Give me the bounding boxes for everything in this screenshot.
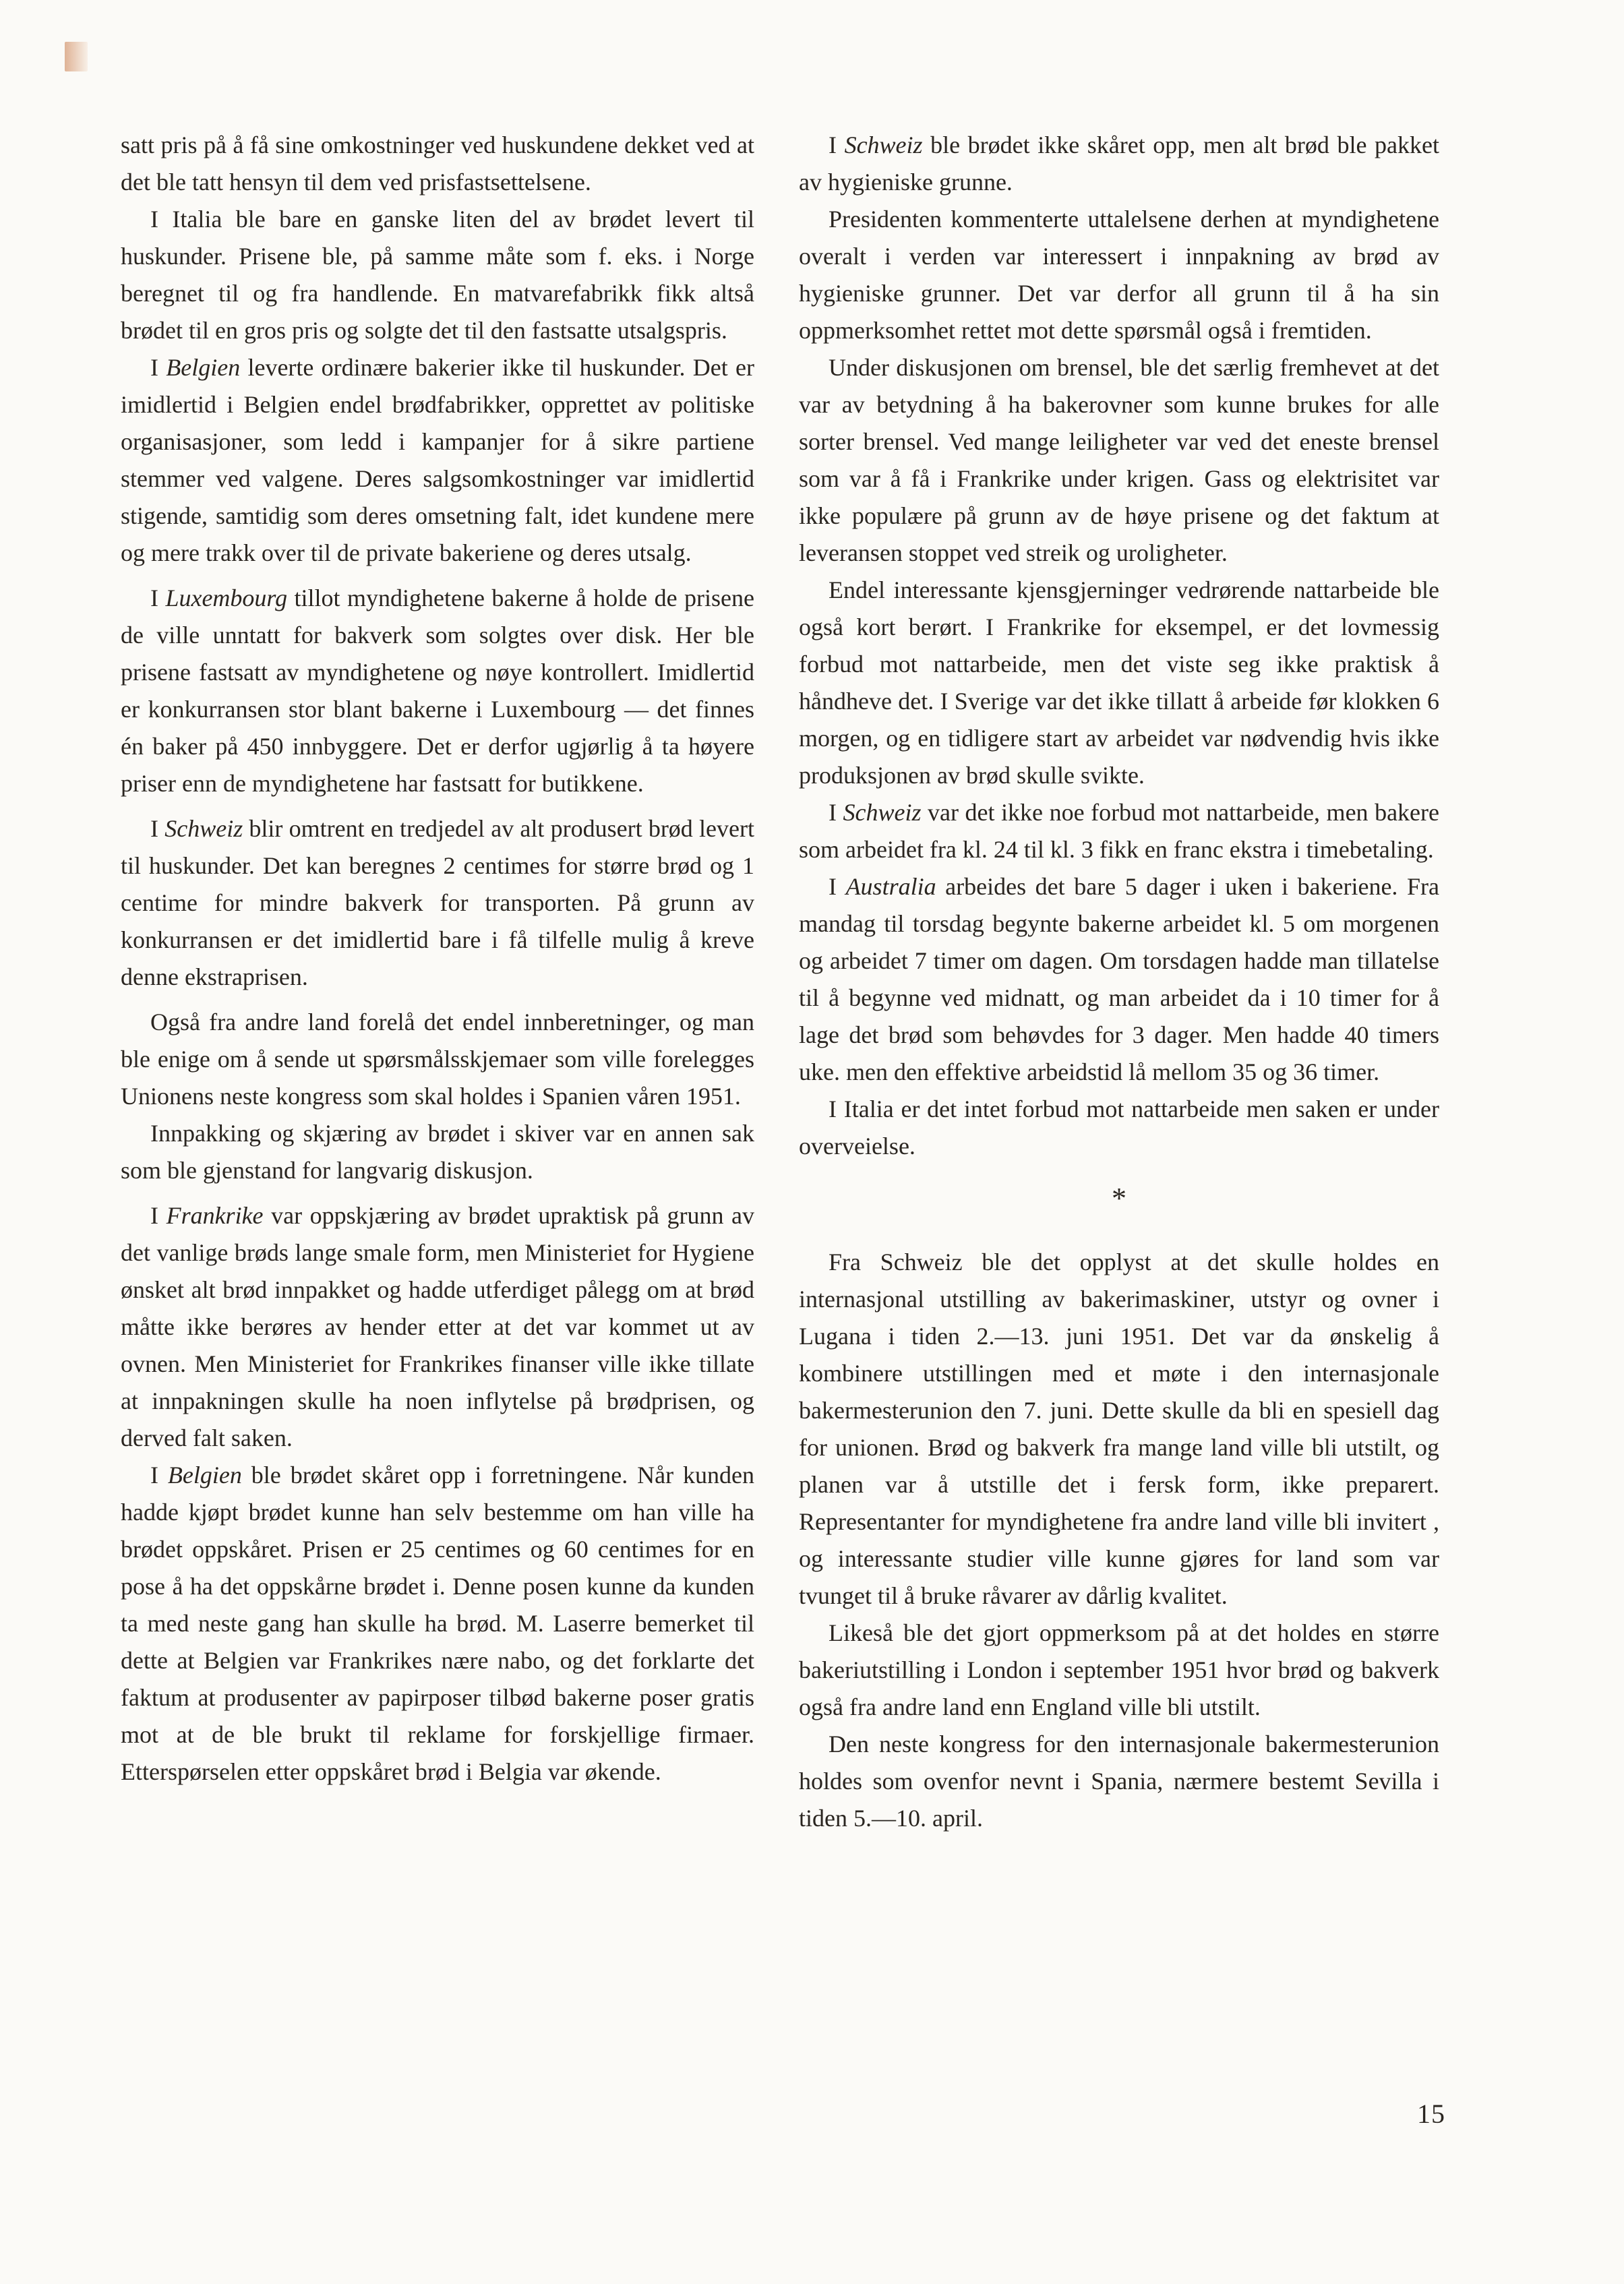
paragraph <box>121 349 754 572</box>
prefix: I <box>829 873 846 900</box>
paragraph-text: blir omtrent en tredjedel av alt produsert brød levert til huskunder. Det kan beregnes 2 centimes for større brød og 1 centime for mindre bakverk for transporten. På grunn av konkurransen er det imidlertid bare i få tilfelle mulig å kreve denne ekstraprisen. <box>121 815 754 990</box>
country-name: Schweiz <box>164 815 243 842</box>
prefix: I <box>150 1462 168 1489</box>
paragraph: I Italia er det intet forbud mot nattarbeide men saken er under overveielse. <box>799 1095 1439 1160</box>
paragraph: Fra Schweiz ble det opplyst at det skulle holdes en internasjonal utstilling av bakerimaskiner, utstyr og ovner i Lugana i tiden 2.—13. juni 1951. Det var da ønskelig å kombinere utstillingen med et møte i den internasjonale bakermesterunion den 7. juni. Dette skulle da bli en spesiell dag for unionen. Brød og bakverk fra mange land ville bli utstilt, og planen var å utstille det i fersk form, ikke preparert. Representanter for myndighetene fra andre land ville bli invitert , og interessante studier ville kunne gjøres for land som var tvunget til å bruke råvarer av dårlig kvalitet. <box>799 1249 1439 1609</box>
paragraph: Innpakking og skjæring av brødet i skiver var en annen sak som ble gjenstand for langvarig diskusjon. <box>121 1120 754 1184</box>
country-name: Schweiz <box>844 131 923 158</box>
corner-color-mark <box>65 42 88 71</box>
paragraph-text: var det ikke noe forbud mot nattarbeide, men bakere som arbeidet fra kl. 24 til kl. 3 fikk en franc ekstra i timebetaling. <box>799 799 1439 863</box>
prefix: I <box>150 354 167 381</box>
paragraph <box>121 810 754 996</box>
paragraph: Presidenten kommenterte uttalelsene derhen at myndighetene overalt i verden var interessert i innpakning av brød av hygieniske grunner. Det var derfor all grunn til å ha sin oppmerksomhet rettet mot dette spørsmål også i fremtiden. <box>799 206 1439 344</box>
paragraph-text: leverte ordinære bakerier ikke til huskunder. Det er imidlertid i Belgien endel brødfabrikker, opprettet av politiske organisasjoner, som ledd i kampanjer for å sikre partiene stemmer ved valgene. Deres salgsomkostninger var imidlertid stigende, samtidig som deres omsetning falt, idet kundene mere og mere trakk over til de private bakeriene og deres utsalg. <box>121 354 754 566</box>
prefix: I <box>150 815 165 842</box>
paragraph: satt pris på å få sine omkostninger ved huskundene dekket ved at det ble tatt hensyn til dem ved prisfastsettelsene. <box>121 131 754 196</box>
paragraph: Også fra andre land forelå det endel innberetninger, og man ble enige om å sende ut spørsmålsskjemaer som ville forelegges Unionens neste kongress som skal holdes i Spanien våren 1951. <box>121 1009 754 1110</box>
paragraph: Den neste kongress for den internasjonale bakermesterunion holdes som ovenfor nevnt i Spania, nærmere bestemt Sevilla i tiden 5.—10. april. <box>799 1731 1439 1832</box>
prefix: I <box>829 799 843 826</box>
prefix: I <box>150 1202 167 1229</box>
paragraph: Under diskusjonen om brensel, ble det særlig fremhevet at det var av betydning å ha bakerovner som kunne brukes for alle sorter brensel. Ved mange leiligheter var ved det eneste brensel som var å få i Frankrike under krigen. Gass og elektrisitet var ikke populære på grunn av de høye prisene og det faktum at leveransen stoppet ved streik og uroligheter. <box>799 354 1439 566</box>
country-name: Schweiz <box>843 799 922 826</box>
paragraph-text: var oppskjæring av brødet upraktisk på grunn av det vanlige brøds lange smale form, men Ministeriet for Hygiene ønsket alt brød innpakket og hadde utferdiget pålegg om at brød måtte ikke berøres av hender etter at det var kommet ut av ovnen. Men Ministeriet for Frankrikes finanser ville ikke tillate at innpakningen skulle ha noen inflytelse på brødprisen, og derved falt saken. <box>121 1202 754 1451</box>
page-number: 15 <box>1417 2099 1445 2129</box>
country-name: Luxembourg <box>165 584 288 611</box>
paragraph-text: arbeides det bare 5 dager i uken i bakeriene. Fra mandag til torsdag begynte bakerne arbeidet kl. 5 om morgenen og arbeidet 7 timer om dagen. Om torsdagen hadde man tillatelse til å begynne ved midnatt, og man arbeidet da i 10 timer for å lage det brød som behøvdes for 3 dager. Men hadde 40 timers uke. men den effektive arbeidstid lå mellom 35 og 36 timer. <box>799 873 1439 1085</box>
paragraph: Endel interessante kjensgjerninger vedrørende nattarbeide ble også kort berørt. I Frankrike for eksempel, er det lovmessig forbud mot nattarbeide, men det viste seg ikke praktisk å håndheve det. I Sverige var det ikke tillatt å arbeide før klokken 6 morgen, og en tidligere start av arbeidet var nødvendig hvis ikke produksjonen av brød skulle svikte. <box>799 576 1439 789</box>
paragraph <box>121 1457 754 1791</box>
right-column <box>799 127 1439 1837</box>
country-name: Belgien <box>167 1462 242 1489</box>
paragraph <box>799 868 1439 1091</box>
paragraph-text: ble brødet ikke skåret opp, men alt brød ble pakket av hygieniske grunne. <box>799 131 1439 196</box>
country-name: Belgien <box>166 354 241 381</box>
paragraph <box>121 580 754 802</box>
paragraph <box>799 794 1439 868</box>
prefix: I <box>829 131 845 158</box>
paragraph-text: ble brødet skåret opp i forretningene. Når kunden hadde kjøpt brødet kunne han selv bestemme om han ville ha brødet oppskåret. Prisen er 25 centimes og 60 centimes for en pose å ha det oppskårne brødet i. Denne posen kunne da kunden ta med neste gang han skulle ha brød. M. Laserre bemerket til dette at Belgien var Frankrikes nære nabo, og det forklarte det faktum at produsenter av papirposer tilbød bakerne poser gratis mot at de ble brukt til reklame for forskjellige firmaer. Etterspørselen etter oppskåret brød i Belgia var økende. <box>121 1462 754 1785</box>
paragraph-text: tillot myndighetene bakerne å holde de prisene de ville unntatt for bakverk som solgtes over disk. Her ble prisene fastsatt av myndighetene og nøye kontrollert. Imidlertid er konkurransen stor blant bakerne i Luxembourg — det finnes én baker på 450 innbyggere. Det er derfor ugjørlig å ta høyere priser enn de myndighetene har fastsatt for butikkene. <box>121 584 754 797</box>
paragraph <box>799 127 1439 201</box>
section-separator: * <box>1112 1182 1126 1215</box>
left-column <box>121 127 754 1791</box>
country-name: Australia <box>845 873 936 900</box>
paragraph: I Italia ble bare en ganske liten del av brødet levert til huskunder. Prisene ble, på samme måte som f. eks. i Norge beregnet til og fra handlende. En matvarefabrikk fikk altså brødet til en gros pris og solgte det til den fastsatte utsalgspris. <box>121 206 754 344</box>
paragraph: Likeså ble det gjort oppmerksom på at det holdes en større bakeriutstilling i London i september 1951 hvor brød og bakverk også fra andre land enn England ville bli utstilt. <box>799 1619 1439 1720</box>
country-name: Frankrike <box>166 1202 264 1229</box>
paragraph <box>121 1197 754 1457</box>
prefix: I <box>150 584 166 611</box>
